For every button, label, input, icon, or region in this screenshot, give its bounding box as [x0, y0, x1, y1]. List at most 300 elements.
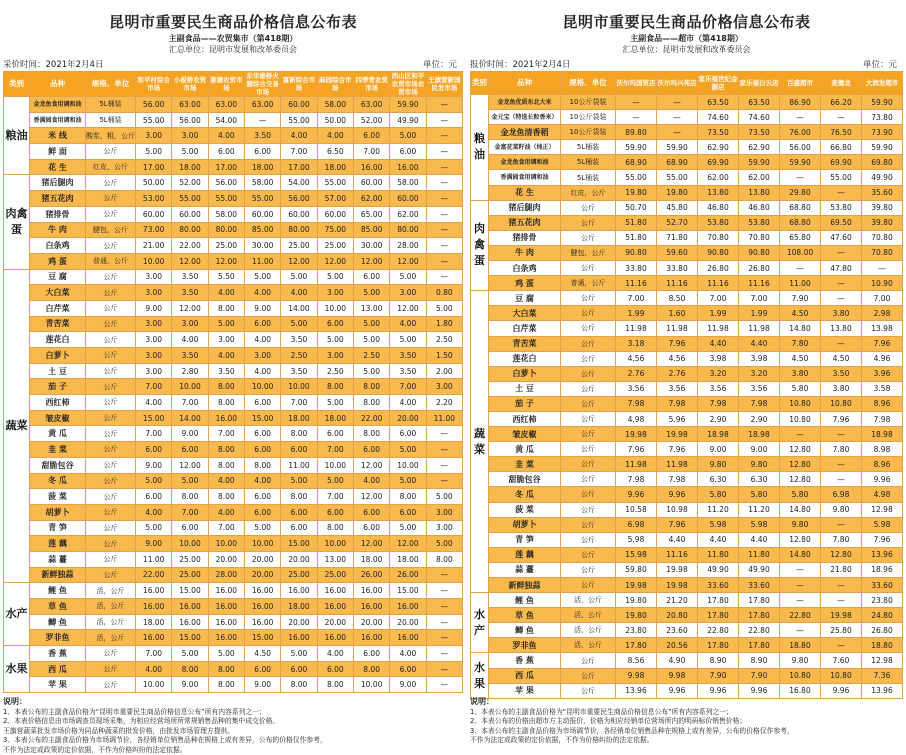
supermarket-price-cell: 55.00	[616, 170, 657, 185]
supermarket-price-cell: 62.90	[698, 140, 739, 155]
market-price-cell: 11.00	[136, 551, 172, 567]
supermarket-price-cell: 13.96	[862, 547, 903, 562]
supermarket-price-cell: 20.56	[657, 638, 698, 653]
market-price-cell: 5.00	[136, 473, 172, 489]
market-item-name: 花 生	[30, 159, 86, 175]
supermarket-spec-cell: 活，公斤	[561, 623, 616, 638]
supermarket-price-cell: 73.50	[739, 125, 780, 140]
market-price-cell: 59.90	[390, 97, 426, 113]
supermarket-price-cell: 62.00	[739, 170, 780, 185]
market-unit-label: 单位：元	[423, 59, 457, 71]
supermarket-price-cell: 4.50	[780, 351, 821, 366]
supermarket-price-cell: 33.60	[739, 578, 780, 593]
market-price-cell: —	[426, 583, 462, 599]
market-price-cell: 5.00	[390, 269, 426, 285]
market-price-cell: 16.00	[244, 583, 280, 599]
market-table-row	[4, 206, 463, 222]
supermarket-item-name: 罗非鱼	[489, 638, 561, 653]
market-table-row	[4, 191, 463, 207]
market-price-cell: 4.00	[208, 128, 244, 144]
market-price-cell: 5.00	[244, 269, 280, 285]
supermarket-price-cell: 19.80	[657, 185, 698, 200]
supermarket-price-cell: 10.98	[657, 502, 698, 517]
supermarket-spec-cell: 公斤	[561, 351, 616, 366]
market-price-cell: 18.00	[136, 614, 172, 630]
supermarket-item-name: 鸡 蛋	[489, 276, 561, 291]
supermarket-price-cell: —	[821, 517, 862, 532]
supermarket-price-cell: 13.80	[698, 185, 739, 200]
supermarket-price-cell: 14.80	[780, 502, 821, 517]
market-price-cell: —	[426, 599, 462, 615]
market-table-row	[4, 269, 463, 285]
supermarket-table-row	[471, 623, 903, 638]
supermarket-item-name: 青苦菜	[489, 336, 561, 351]
market-price-cell: 28.00	[390, 238, 426, 254]
market-price-cell: 6.00	[390, 504, 426, 520]
market-price-cell: 53.00	[136, 191, 172, 207]
market-price-cell: 3.00	[426, 379, 462, 395]
supermarket-table-row	[471, 366, 903, 381]
note-line: 1、本表公布的主副食品价格为“昆明市重要民生商品价格信息公布”所有内容系列之一；	[3, 708, 463, 718]
supermarket-price-cell: 11.16	[739, 276, 780, 291]
supermarket-price-cell: 14.80	[780, 547, 821, 562]
supermarket-price-cell: 59.60	[657, 245, 698, 260]
supermarket-price-cell: 59.90	[862, 140, 903, 155]
market-price-cell: 12.00	[390, 253, 426, 269]
supermarket-table-row	[471, 261, 903, 276]
market-col-header: 富新综合市场	[281, 72, 317, 97]
supermarket-price-cell: 69.80	[862, 155, 903, 170]
market-price-cell: —	[244, 112, 280, 128]
market-price-cell: —	[426, 614, 462, 630]
market-price-cell: 10.00	[281, 379, 317, 395]
supermarket-price-cell: 62.90	[739, 140, 780, 155]
market-table-row	[4, 159, 463, 175]
supermarket-spec-cell: 公斤	[561, 487, 616, 502]
supermarket-price-cell: 10.58	[616, 502, 657, 517]
supermarket-price-cell: 7.96	[862, 336, 903, 351]
market-price-cell: 52.00	[353, 112, 389, 128]
supermarket-price-cell: 9.00	[698, 442, 739, 457]
market-price-cell: 20.00	[244, 567, 280, 583]
supermarket-price-cell: —	[780, 578, 821, 593]
supermarket-price-cell: 3.56	[739, 381, 780, 396]
market-price-cell: 55.00	[317, 175, 353, 191]
supermarket-item-name: 胡萝卜	[489, 517, 561, 532]
market-price-cell: 5.00	[244, 520, 280, 536]
supermarket-price-cell: 4.40	[739, 532, 780, 547]
market-unit-line: 汇总单位：昆明市发展和改革委员会	[3, 44, 463, 55]
supermarket-price-cell: 68.90	[657, 155, 698, 170]
supermarket-price-cell: 7.98	[739, 396, 780, 411]
market-item-name: 白条鸡	[30, 238, 86, 254]
market-item-name: 皱皮椒	[30, 410, 86, 426]
market-price-cell: 25.00	[172, 567, 208, 583]
market-item-name: 米 线	[30, 128, 86, 144]
supermarket-price-cell: 9.98	[616, 668, 657, 683]
supermarket-price-cell: 29.80	[780, 185, 821, 200]
supermarket-price-cell: 4.90	[657, 653, 698, 668]
supermarket-item-name: 蒜 薹	[489, 562, 561, 577]
notes-right-label: 说明：	[470, 697, 494, 706]
market-price-cell: —	[426, 238, 462, 254]
supermarket-price-cell: 11.00	[780, 276, 821, 291]
market-price-cell: 17.00	[208, 159, 244, 175]
market-table-row	[4, 175, 463, 191]
market-spec-cell: 公斤	[86, 551, 136, 567]
supermarket-table-row	[471, 155, 903, 170]
supermarket-table-row	[471, 200, 903, 215]
market-price-cell: 6.00	[317, 504, 353, 520]
supermarket-price-cell: 73.80	[862, 110, 903, 125]
supermarket-price-cell: 2.76	[657, 366, 698, 381]
supermarket-item-name: 冬 瓜	[489, 487, 561, 502]
supermarket-price-cell: 18.98	[739, 427, 780, 442]
supermarket-price-cell: 8.96	[862, 396, 903, 411]
market-table-row	[4, 677, 463, 693]
market-price-cell: 8.00	[244, 457, 280, 473]
supermarket-price-cell: —	[657, 95, 698, 110]
supermarket-price-cell: 9.00	[739, 442, 780, 457]
market-price-cell: 4.00	[208, 504, 244, 520]
supermarket-price-cell: 1.99	[739, 306, 780, 321]
supermarket-price-cell: 7.98	[862, 411, 903, 426]
market-spec-cell: 公斤	[86, 363, 136, 379]
supermarket-spec-cell: 5L桶装	[561, 140, 616, 155]
supermarket-item-name: 大白菜	[489, 306, 561, 321]
supermarket-price-cell: 4.50	[821, 351, 862, 366]
supermarket-table-row	[471, 125, 903, 140]
market-price-cell: 4.00	[172, 332, 208, 348]
supermarket-spec-cell: 公斤	[561, 291, 616, 306]
note-line: 王旗营蔬菜批发市场价格为同品种蔬菜的批发价格，由批发市场管理方提供。	[3, 727, 463, 737]
supermarket-spec-cell: 活，公斤	[561, 608, 616, 623]
supermarket-item-name: 新鲜独蒜	[489, 578, 561, 593]
market-item-name: 青苦菜	[30, 316, 86, 332]
market-category-cell: 水产	[4, 583, 30, 646]
supermarket-spec-cell: 公斤	[561, 578, 616, 593]
market-spec-cell: 公斤	[86, 348, 136, 364]
supermarket-price-cell: 19.98	[616, 427, 657, 442]
supermarket-col-header: 品种	[489, 72, 561, 95]
supermarket-price-cell: 17.80	[739, 608, 780, 623]
supermarket-price-cell: 12.80	[780, 442, 821, 457]
supermarket-price-cell: —	[657, 110, 698, 125]
market-price-cell: —	[426, 473, 462, 489]
market-price-cell: 20.00	[281, 614, 317, 630]
supermarket-price-cell: 17.80	[698, 608, 739, 623]
supermarket-price-cell: 4.98	[616, 411, 657, 426]
supermarket-table-row	[471, 336, 903, 351]
market-price-cell: 20.00	[281, 551, 317, 567]
supermarket-price-cell: 53.80	[821, 200, 862, 215]
market-spec-cell: 红皮，公斤	[86, 159, 136, 175]
supermarket-price-panel	[470, 0, 903, 699]
supermarket-price-cell: 17.80	[698, 638, 739, 653]
supermarket-price-cell: 68.80	[780, 200, 821, 215]
market-price-cell: 12.00	[281, 253, 317, 269]
supermarket-price-cell: 9.80	[780, 653, 821, 668]
market-price-cell: 8.00	[281, 489, 317, 505]
supermarket-item-name: 皱皮椒	[489, 427, 561, 442]
market-spec-cell: 腱包，公斤	[86, 222, 136, 238]
market-price-cell: 7.00	[353, 144, 389, 160]
supermarket-price-cell: 11.98	[657, 457, 698, 472]
supermarket-price-cell: 12.80	[780, 472, 821, 487]
supermarket-price-table	[470, 71, 903, 699]
supermarket-price-cell: 51.80	[616, 215, 657, 230]
supermarket-price-cell: —	[821, 245, 862, 260]
market-price-cell: 5.00	[281, 269, 317, 285]
market-price-cell: 6.00	[353, 520, 389, 536]
supermarket-price-cell: 65.80	[780, 230, 821, 245]
supermarket-price-cell: —	[821, 457, 862, 472]
supermarket-price-cell: 5.98	[616, 532, 657, 547]
market-table-row	[4, 348, 463, 364]
market-price-cell: 3.50	[172, 269, 208, 285]
supermarket-price-cell: —	[780, 110, 821, 125]
market-price-cell: 4.00	[353, 473, 389, 489]
market-price-cell: 3.00	[390, 285, 426, 301]
supermarket-price-cell: 59.90	[780, 155, 821, 170]
market-col-header: 四季青农贸市场	[353, 72, 389, 97]
market-spec-cell: 公斤	[86, 567, 136, 583]
supermarket-price-cell: 74.60	[698, 110, 739, 125]
supermarket-price-cell: 7.96	[821, 411, 862, 426]
supermarket-price-cell: 5.80	[698, 487, 739, 502]
market-price-cell: 12.00	[353, 253, 389, 269]
supermarket-price-cell: 45.80	[657, 200, 698, 215]
market-title: 昆明市重要民生商品价格信息公布表	[3, 13, 463, 31]
supermarket-price-cell: 19.98	[821, 608, 862, 623]
supermarket-price-cell: 53.80	[698, 215, 739, 230]
supermarket-spec-cell: 公斤	[561, 321, 616, 336]
supermarket-price-cell: 7.98	[698, 396, 739, 411]
market-price-cell: 16.00	[281, 583, 317, 599]
supermarket-spec-cell: 10公斤袋装	[561, 125, 616, 140]
market-price-cell: 16.00	[208, 599, 244, 615]
supermarket-price-cell: 11.20	[739, 502, 780, 517]
supermarket-header-row	[471, 72, 903, 95]
market-table-row	[4, 614, 463, 630]
market-table-row	[4, 410, 463, 426]
market-price-cell: 55.00	[172, 191, 208, 207]
market-table-row	[4, 473, 463, 489]
supermarket-price-cell: 6.30	[698, 472, 739, 487]
market-price-cell: 18.00	[317, 410, 353, 426]
supermarket-price-cell: 5.96	[657, 411, 698, 426]
supermarket-price-cell: 3.56	[616, 381, 657, 396]
market-col-header: 类别	[4, 72, 30, 97]
market-price-cell: 18.00	[281, 599, 317, 615]
supermarket-table-row	[471, 381, 903, 396]
market-price-cell: 10.00	[244, 379, 280, 395]
supermarket-table-row	[471, 95, 903, 110]
market-price-cell: 4.00	[136, 395, 172, 411]
supermarket-table-row	[471, 608, 903, 623]
market-price-cell: 10.00	[172, 536, 208, 552]
supermarket-price-cell: 9.96	[657, 487, 698, 502]
market-spec-cell: 公斤	[86, 175, 136, 191]
supermarket-price-cell: 23.60	[657, 623, 698, 638]
supermarket-price-cell: 73.90	[862, 125, 903, 140]
supermarket-price-cell: 59.90	[739, 155, 780, 170]
market-spec-cell: 公斤	[86, 395, 136, 411]
market-price-cell: 3.00	[172, 316, 208, 332]
supermarket-spec-cell: 5L桶装	[561, 155, 616, 170]
market-item-name: 莲 藕	[30, 536, 86, 552]
supermarket-table-row	[471, 457, 903, 472]
market-price-cell: 3.00	[317, 348, 353, 364]
supermarket-price-cell: 49.90	[739, 562, 780, 577]
market-price-cell: 62.00	[390, 206, 426, 222]
market-price-cell: 7.00	[136, 646, 172, 662]
market-spec-cell: 公斤	[86, 191, 136, 207]
market-col-header: 和平村综合市场	[136, 72, 172, 97]
note-line: 不作为法定或政策的定价依据，不作为价格纠纷的法定依据。	[470, 736, 903, 746]
market-item-name: 甜脆包谷	[30, 457, 86, 473]
market-price-cell: 6.00	[244, 426, 280, 442]
supermarket-table-row	[471, 502, 903, 517]
market-price-cell: 16.00	[244, 614, 280, 630]
supermarket-price-cell: 2.98	[862, 306, 903, 321]
market-col-header: 规格、单位	[86, 72, 136, 97]
market-price-cell: —	[426, 646, 462, 662]
market-price-cell: 3.00	[136, 316, 172, 332]
supermarket-price-cell: 14.80	[780, 321, 821, 336]
market-price-cell: 5.00	[426, 300, 462, 316]
supermarket-spec-cell: 公斤	[561, 381, 616, 396]
market-price-cell: 6.00	[244, 395, 280, 411]
market-price-cell: 8.00	[317, 520, 353, 536]
supermarket-table-row	[471, 638, 903, 653]
market-price-cell: 15.00	[281, 536, 317, 552]
market-price-cell: 8.00	[353, 426, 389, 442]
market-item-name: 鲤 鱼	[30, 583, 86, 599]
market-price-cell: 56.00	[172, 112, 208, 128]
supermarket-col-header: 沃尔玛国贸店	[616, 72, 657, 95]
market-col-header: 西山区和平农贸市场农贸市场	[390, 72, 426, 97]
supermarket-price-cell: 13.96	[616, 683, 657, 698]
supermarket-table-row	[471, 683, 903, 698]
supermarket-price-cell: 7.96	[616, 442, 657, 457]
supermarket-price-cell: 4.40	[657, 532, 698, 547]
supermarket-price-cell: —	[780, 427, 821, 442]
supermarket-item-name: 金龙鱼清香稻	[489, 125, 561, 140]
supermarket-spec-cell: 公斤	[561, 261, 616, 276]
supermarket-price-cell: 47.80	[821, 261, 862, 276]
market-price-cell: 3.50	[172, 285, 208, 301]
supermarket-price-cell: 46.80	[739, 200, 780, 215]
supermarket-price-cell: —	[616, 95, 657, 110]
market-price-cell: 9.00	[244, 300, 280, 316]
market-spec-cell: 公斤	[86, 536, 136, 552]
supermarket-price-cell: —	[616, 110, 657, 125]
supermarket-item-name: 猪排骨	[489, 230, 561, 245]
supermarket-price-cell: 9.96	[657, 683, 698, 698]
supermarket-price-cell: 19.80	[616, 185, 657, 200]
supermarket-price-cell: —	[780, 170, 821, 185]
market-price-cell: 12.00	[172, 457, 208, 473]
supermarket-item-name: 猪五花肉	[489, 215, 561, 230]
supermarket-price-cell: 49.90	[698, 562, 739, 577]
supermarket-price-cell: 12.80	[821, 547, 862, 562]
market-price-cell: 25.00	[208, 238, 244, 254]
market-price-cell: —	[426, 567, 462, 583]
supermarket-spec-cell: 公斤	[561, 200, 616, 215]
market-price-cell: 5.00	[172, 473, 208, 489]
supermarket-price-cell: 3.18	[616, 336, 657, 351]
market-price-cell: 6.00	[353, 128, 389, 144]
market-price-cell: 8.00	[208, 489, 244, 505]
market-price-cell: —	[426, 457, 462, 473]
supermarket-item-name: 鲤 鱼	[489, 593, 561, 608]
market-price-cell: 12.00	[353, 536, 389, 552]
market-price-cell: 16.00	[136, 599, 172, 615]
market-price-cell: 6.50	[317, 144, 353, 160]
note-line: 2、本表价格信息由市场调查员现场采集，为相应经营场所所常规销售品种的集中成交价格。	[3, 717, 463, 727]
market-price-cell: 8.00	[317, 677, 353, 693]
market-item-name: 莲花白	[30, 332, 86, 348]
supermarket-price-cell: 4.50	[780, 306, 821, 321]
supermarket-price-cell: 18.98	[698, 427, 739, 442]
supermarket-item-name: 莲花白	[489, 351, 561, 366]
market-spec-cell: 公斤	[86, 457, 136, 473]
supermarket-price-cell: 7.80	[821, 532, 862, 547]
supermarket-price-cell: 19.98	[657, 562, 698, 577]
supermarket-item-name: 鲫 鱼	[489, 623, 561, 638]
market-price-cell: 4.00	[317, 128, 353, 144]
supermarket-price-cell: 47.60	[821, 230, 862, 245]
market-price-cell: 63.00	[172, 97, 208, 113]
market-price-cell: 16.00	[353, 583, 389, 599]
supermarket-item-name: 西 瓜	[489, 668, 561, 683]
supermarket-table-row	[471, 517, 903, 532]
supermarket-table-row	[471, 578, 903, 593]
supermarket-price-cell: 7.90	[780, 291, 821, 306]
supermarket-price-cell: —	[780, 623, 821, 638]
market-price-cell: 4.00	[244, 285, 280, 301]
supermarket-price-cell: 70.80	[698, 230, 739, 245]
supermarket-price-cell: —	[821, 276, 862, 291]
market-price-cell: 52.00	[172, 175, 208, 191]
supermarket-table-row	[471, 472, 903, 487]
market-price-cell: 8.00	[208, 300, 244, 316]
supermarket-price-cell: 7.96	[862, 532, 903, 547]
market-price-cell: 6.00	[353, 269, 389, 285]
supermarket-price-cell: 10.80	[821, 668, 862, 683]
market-item-name: 牛 肉	[30, 222, 86, 238]
supermarket-item-name: 土 豆	[489, 381, 561, 396]
supermarket-price-cell: 24.80	[862, 608, 903, 623]
supermarket-price-cell: 13.80	[821, 321, 862, 336]
market-spec-cell: 公斤	[86, 269, 136, 285]
supermarket-price-cell: 1.60	[657, 306, 698, 321]
supermarket-unit-line: 汇总单位：昆明市发展和改革委员会	[470, 44, 903, 55]
supermarket-price-cell: 35.60	[862, 185, 903, 200]
supermarket-price-cell: 9.96	[739, 683, 780, 698]
market-price-cell: 6.00	[172, 520, 208, 536]
supermarket-price-cell: 62.00	[698, 170, 739, 185]
market-price-cell: 5.00	[281, 473, 317, 489]
supermarket-price-cell: —	[821, 638, 862, 653]
supermarket-price-cell: 3.20	[698, 366, 739, 381]
market-price-cell: 4.00	[390, 646, 426, 662]
market-price-cell: 2.50	[426, 332, 462, 348]
supermarket-price-cell: 4.98	[862, 487, 903, 502]
supermarket-table-row	[471, 532, 903, 547]
market-price-cell: 4.00	[208, 473, 244, 489]
